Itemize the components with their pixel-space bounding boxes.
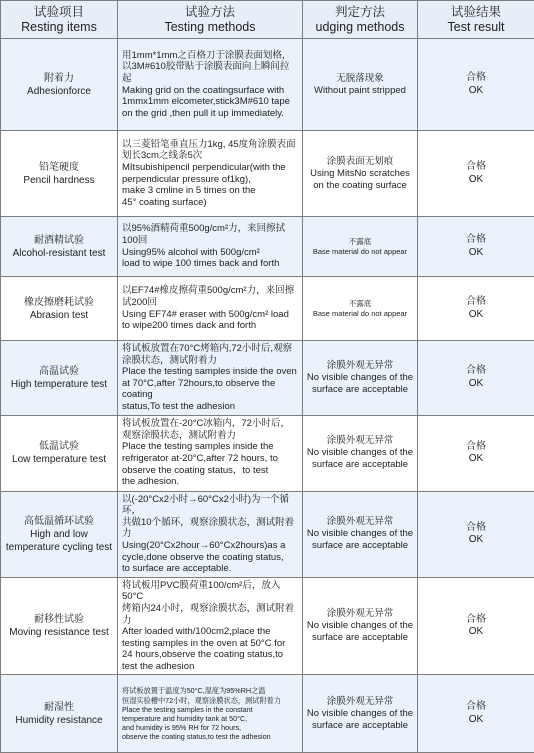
- test-result: 合格 OK: [418, 131, 534, 217]
- test-method: 用1mm*1mm之百格刀于涂膜表面划格， 以3M#610胶带贴于涂膜表面向上瞬间拉起 Making grid on the coatingsurface with 1mmx1mm elcometer,stick3M#610 tape on the grid ,then pull it up immediately.: [118, 39, 303, 131]
- test-item: 耐移性试验 Moving resistance test: [1, 577, 118, 675]
- test-method: 以三菱铅笔垂直压力1kg, 45度角涂膜表面 划长3cm之线条5次 MItsubishipencil perpendicular(with the perpendicular pressure of1kg), make 3 cmline in 5 times on the 45° coating surface): [118, 131, 303, 217]
- header-testing-methods: 试验方法 Testing methods: [118, 1, 303, 39]
- test-item: 高低温循环试验 High and low temperature cycling test: [1, 491, 118, 577]
- judging-method: 不露底 Base material do not appear: [303, 217, 418, 277]
- table-row: [1, 39, 534, 131]
- table-header-row: [1, 1, 534, 39]
- table-row: [1, 131, 534, 217]
- header-resting-items: 试验项目 Resting items: [1, 1, 118, 39]
- test-method: 将试板放置在-20°C冰箱内，72小时后， 观察涂膜状态，测试附着力 Place the testing samples inside the refrigerator at-20°C,after 72 hours, to observe the coating status，to test the adhesion.: [118, 415, 303, 491]
- judging-method: 涂膜外观无异常 No visible changes of the surface are acceptable: [303, 341, 418, 416]
- header-test-result: 试验结果 Test result: [418, 1, 534, 39]
- judging-method: 涂膜外观无异常 No visible changes of the surface are acceptable: [303, 577, 418, 675]
- header-judging-methods: 判定方法 udging methods: [303, 1, 418, 39]
- judging-method: 不露底 Base material do not appear: [303, 277, 418, 341]
- test-item: 橡皮擦磨耗试验 Abrasion test: [1, 277, 118, 341]
- table-row: [1, 217, 534, 277]
- test-item: 高温试验 High temperature test: [1, 341, 118, 416]
- test-method: 以(-20°Cx2小时→60°Cx2小时)为一个循环， 共做10个循环，观察涂膜状态，测试附着力 Using(20°Cx2hour→60°Cx2hours)as a cycle,done observe the coating status, to surface are acceptable.: [118, 491, 303, 577]
- test-method: 以95%酒精荷重500g/cm²力，来回擦拭100回 Using95% alcohol with 500g/cm² load to wipe 100 times back and forth: [118, 217, 303, 277]
- table-row: [1, 277, 534, 341]
- test-result: 合格 OK: [418, 491, 534, 577]
- judging-method: 涂膜外观无异常 No visible changes of the surface are acceptable: [303, 675, 418, 753]
- test-result: 合格 OK: [418, 577, 534, 675]
- test-item: 耐湿性 Humidity resistance: [1, 675, 118, 753]
- judging-method: 涂膜外观无异常 No visible changes of the surface are acceptable: [303, 415, 418, 491]
- test-result: 合格 OK: [418, 341, 534, 416]
- test-result: 合格 OK: [418, 415, 534, 491]
- test-item: 附着力 Adhesionforce: [1, 39, 118, 131]
- judging-method: 无脱落现象 Without paint stripped: [303, 39, 418, 131]
- test-item: 铅笔硬度 Pencil hardness: [1, 131, 118, 217]
- test-method: 将试板放置在70°C烤箱内,72小时后,观察 涂膜状态，测试附着力 Place the testing samples inside the oven at 70°C,after 72hours,to observe the coating status,To test the adhesion: [118, 341, 303, 416]
- judging-method: 涂膜外观无异常 No visible changes of the surface are acceptable: [303, 491, 418, 577]
- test-result: 合格 OK: [418, 39, 534, 131]
- table-row: [1, 415, 534, 491]
- test-item: 耐酒精试验 Alcohol-resistant test: [1, 217, 118, 277]
- test-result: 合格 OK: [418, 675, 534, 753]
- test-result: 合格 OK: [418, 217, 534, 277]
- table-row: [1, 341, 534, 416]
- table-row: [1, 577, 534, 675]
- test-method: 将试板用PVC膜荷重100/cm²后，放入50°C 烤箱内24小时，观察涂膜状态，测试附着力 After loaded with/100cm2,place the testing samples in the oven at 50°C for 24 hours,observe the coating status,to test the adhesion: [118, 577, 303, 675]
- table-row: [1, 675, 534, 753]
- test-item: 低温试验 Low temperature test: [1, 415, 118, 491]
- judging-method: 涂膜表面无划痕 Using MitsNo scratches on the coating surface: [303, 131, 418, 217]
- test-method: 将试板放置于温度为50°C,湿度为95%RH之温 恒湿实验槽中72小时，观察涂膜状态，测试附着力 Place the testing samples in the constant temperature and humidity tank at 50°C, and humidity is 95% RH for 72 hours, observe the coating status,to test the adhesion: [118, 675, 303, 753]
- test-method: 以EF74#橡皮擦荷重500g/cm²力，来回擦 试200回 Using EF74# eraser with 500g/cm² load to wipe200 times dack and forth: [118, 277, 303, 341]
- test-result: 合格 OK: [418, 277, 534, 341]
- table-row: [1, 491, 534, 577]
